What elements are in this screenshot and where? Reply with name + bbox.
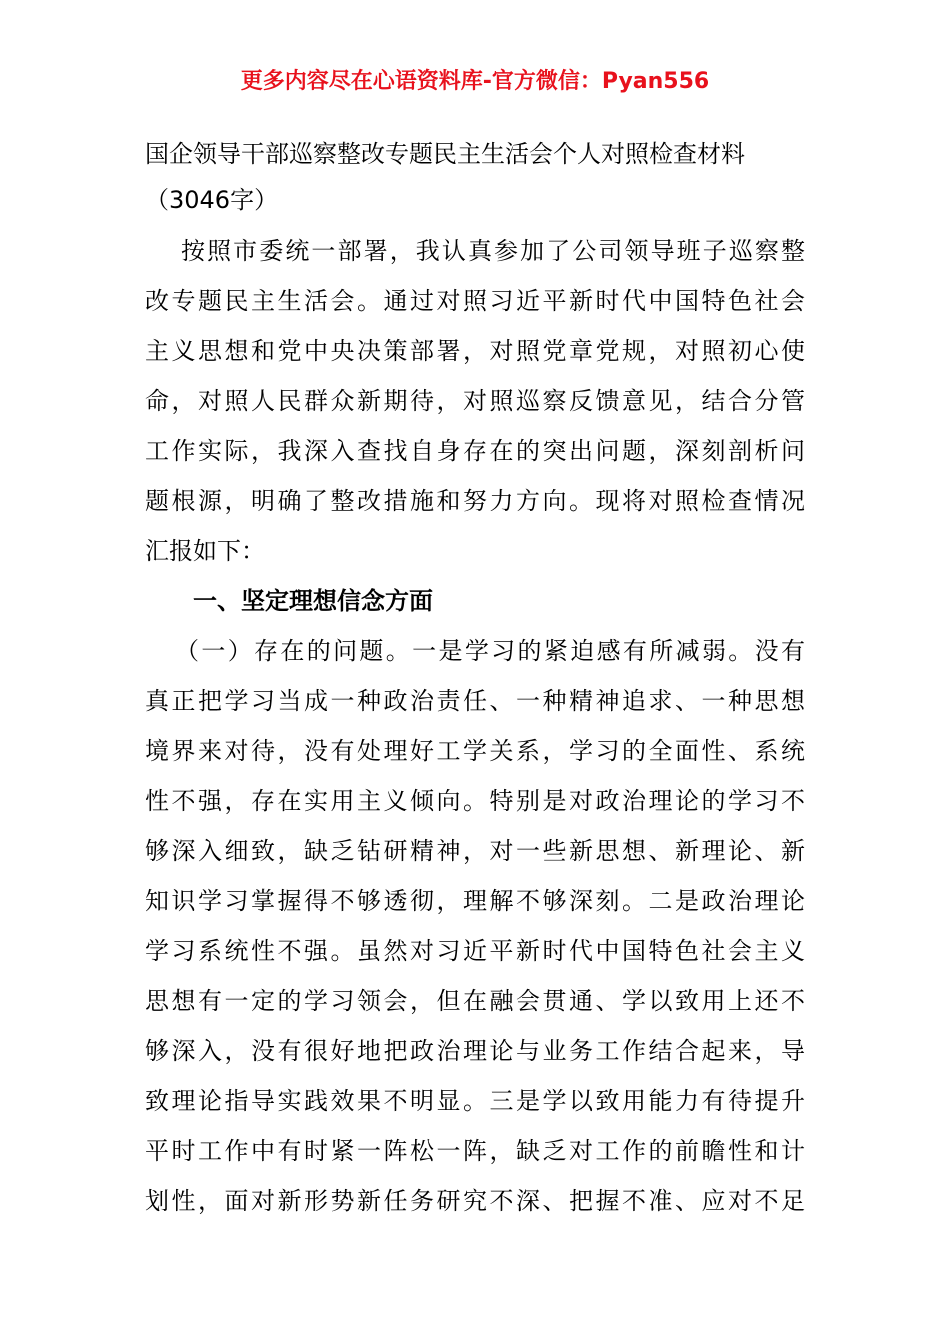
document-body: [145, 226, 805, 1226]
paragraph-line: 知识学习掌握得不够透彻，理解不够深刻。二是政治理论: [145, 887, 805, 915]
paragraph-line: 按照市委统一部署，我认真参加了公司领导班子巡察整: [181, 237, 805, 265]
paragraph-line: 题根源，明确了整改措施和努力方向。现将对照检查情况: [145, 487, 805, 515]
section-heading: 一、坚定理想信念方面: [193, 587, 433, 615]
paragraph-line: 划性，面对新形势新任务研究不深、把握不准、应对不足: [145, 1187, 805, 1215]
paragraph-line: 思想有一定的学习领会，但在融会贯通、学以致用上还不: [145, 987, 805, 1015]
paragraph-line: 够深入细致，缺乏钻研精神，对一些新思想、新理论、新: [145, 837, 805, 865]
paragraph-line: 致理论指导实践效果不明显。三是学以致用能力有待提升: [145, 1087, 805, 1115]
paragraph-line: 命，对照人民群众新期待，对照巡察反馈意见，结合分管: [145, 387, 805, 415]
paragraph-line: 平时工作中有时紧一阵松一阵，缺乏对工作的前瞻性和计: [145, 1137, 805, 1165]
paragraph-line: （一）存在的问题。一是学习的紧迫感有所减弱。没有: [175, 637, 805, 665]
document-title: 国企领导干部巡察整改专题民主生活会个人对照检查材料: [145, 140, 745, 168]
paragraph-line: 工作实际，我深入查找自身存在的突出问题，深刻剖析问: [145, 437, 805, 465]
paragraph-line: 境界来对待，没有处理好工学关系，学习的全面性、系统: [145, 737, 805, 765]
paragraph-line: 汇报如下：: [145, 537, 265, 565]
document-title-wordcount: （3046字）: [145, 186, 279, 214]
paragraph-line: 性不强，存在实用主义倾向。特别是对政治理论的学习不: [145, 787, 805, 815]
paragraph-line: 主义思想和党中央决策部署，对照党章党规，对照初心使: [145, 337, 805, 365]
paragraph-line: 学习系统性不强。虽然对习近平新时代中国特色社会主义: [145, 937, 805, 965]
watermark-banner: 更多内容尽在心语资料库-官方微信：Pyan556: [240, 69, 710, 94]
paragraph-line: 真正把学习当成一种政治责任、一种精神追求、一种思想: [145, 687, 805, 715]
paragraph-line: 够深入，没有很好地把政治理论与业务工作结合起来，导: [145, 1037, 805, 1065]
paragraph-line: 改专题民主生活会。通过对照习近平新时代中国特色社会: [145, 287, 805, 315]
